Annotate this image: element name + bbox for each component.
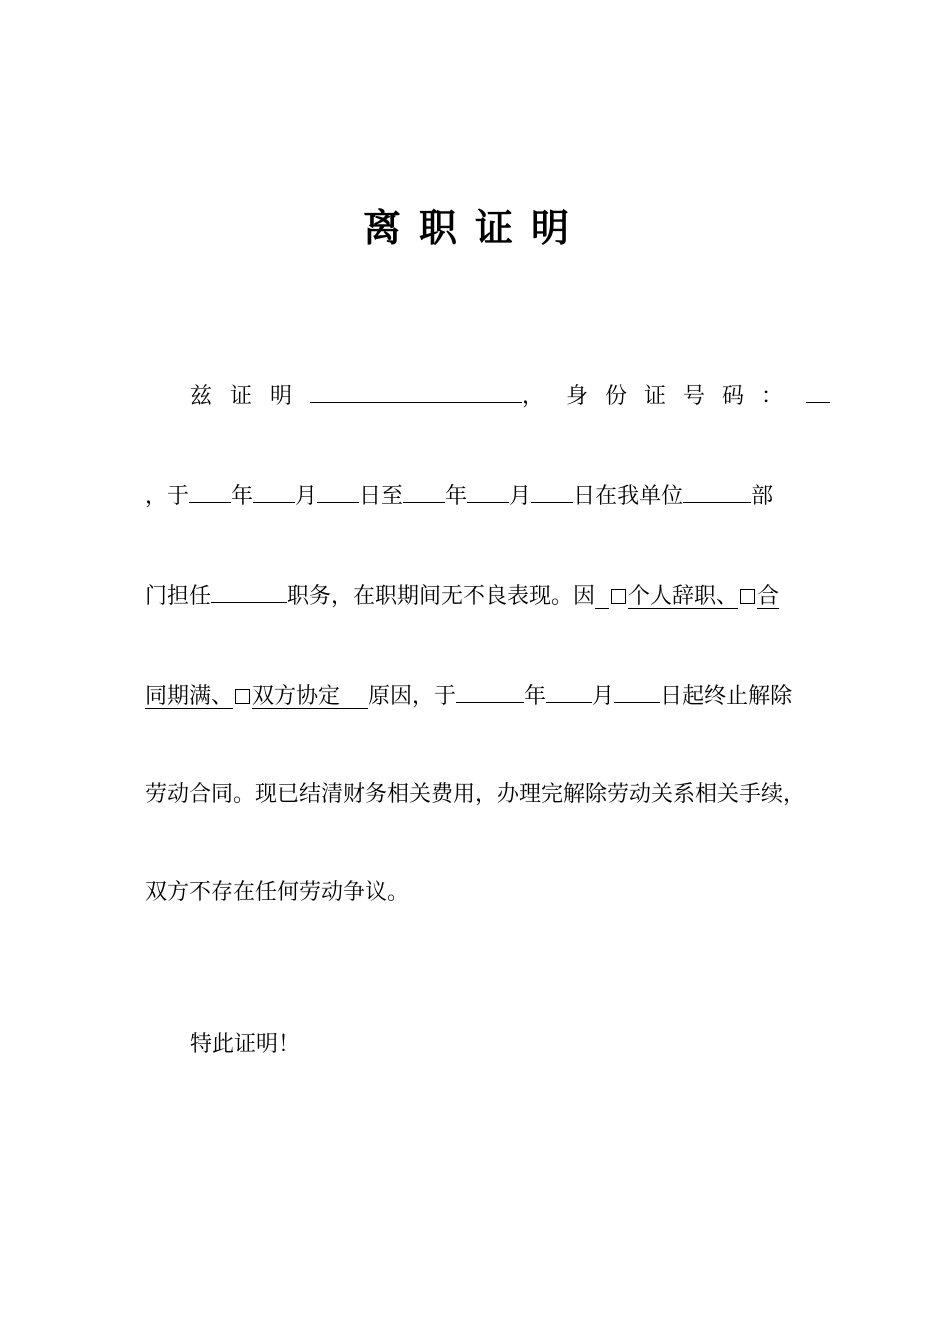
reason-label: 原因，于 <box>368 684 457 709</box>
checkbox-mutual-agreement[interactable] <box>235 689 250 704</box>
year-label-2: 年 <box>445 484 468 509</box>
duty-text: 职务，在职期间无不良表现。因 <box>287 584 596 609</box>
month-label: 月 <box>295 484 318 509</box>
paragraph-line-2 <box>145 480 773 512</box>
paragraph-line-6: 双方不存在任何劳动争议。 <box>145 880 410 905</box>
paragraph-line-1 <box>190 380 830 412</box>
closing-statement: 特此证明！ <box>190 1032 301 1057</box>
department-blank[interactable] <box>683 480 751 503</box>
paragraph-line-4 <box>145 680 792 712</box>
end-day-blank[interactable] <box>531 480 573 503</box>
name-blank[interactable] <box>310 380 522 403</box>
reason-options <box>595 584 779 609</box>
year-label-3: 年 <box>524 684 547 709</box>
option-mutual-agreement: 双方协定 <box>252 684 341 709</box>
month-label-3: 月 <box>592 684 615 709</box>
termination-year-blank[interactable] <box>456 680 524 703</box>
serve-as-label: 门担任 <box>145 584 212 609</box>
department-label: 部 <box>751 484 774 509</box>
option-contract-expiry-rest: 同期满、 <box>145 684 234 709</box>
id-number-label: 身份证号码： <box>566 384 801 409</box>
end-month-blank[interactable] <box>467 480 509 503</box>
month-label-2: 月 <box>509 484 532 509</box>
paragraph-line-3 <box>145 580 779 612</box>
termination-text: 日起终止解除 <box>660 684 793 709</box>
day-in-unit-label: 日在我单位 <box>573 484 684 509</box>
reason-options-cont <box>145 684 368 709</box>
year-label: 年 <box>231 484 254 509</box>
termination-day-blank[interactable] <box>614 680 660 703</box>
start-year-blank[interactable] <box>189 480 231 503</box>
start-month-blank[interactable] <box>253 480 295 503</box>
checkbox-contract-expiry[interactable] <box>740 589 755 604</box>
checkbox-resignation[interactable] <box>611 589 626 604</box>
position-blank[interactable] <box>211 580 287 603</box>
option-resignation: 个人辞职、 <box>628 584 739 609</box>
end-year-blank[interactable] <box>403 480 445 503</box>
termination-month-blank[interactable] <box>546 680 592 703</box>
option-contract-expiry-part: 合 <box>757 584 780 609</box>
at-label: ，于 <box>145 484 190 509</box>
certify-label: 兹证明 <box>190 384 311 409</box>
document-title: 离职证明 <box>362 205 587 250</box>
start-day-blank[interactable] <box>317 480 359 503</box>
day-to-label: 日至 <box>359 484 404 509</box>
paragraph-line-5: 劳动合同。现已结清财务相关费用，办理完解除劳动关系相关手续， <box>145 782 806 807</box>
comma: ， <box>522 384 545 409</box>
id-number-blank[interactable] <box>806 380 830 403</box>
